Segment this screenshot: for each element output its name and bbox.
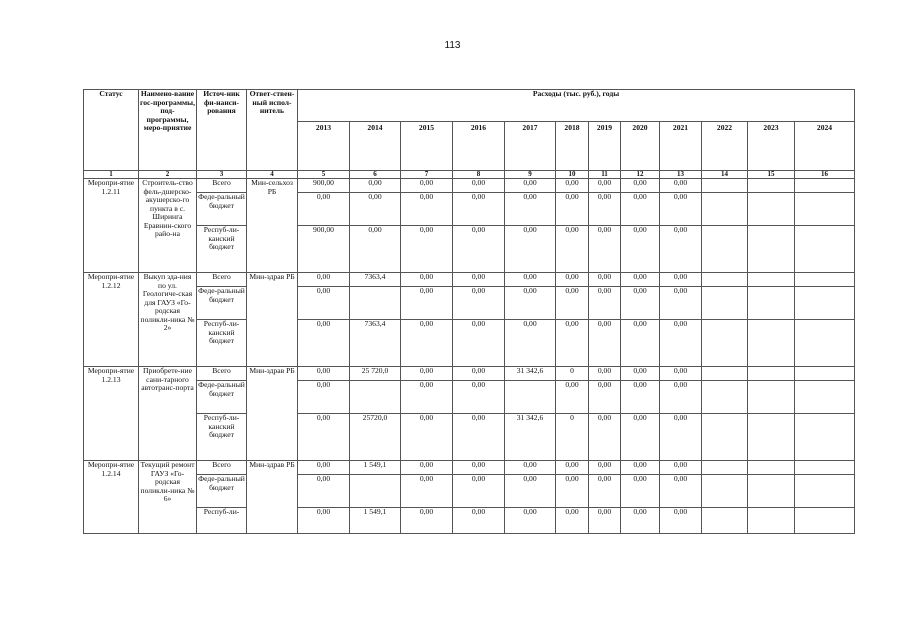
- expense-value: [795, 414, 855, 461]
- expense-value: [748, 320, 795, 367]
- expense-value: 0,00: [589, 475, 621, 508]
- expense-value: 0,00: [505, 273, 556, 287]
- expense-value: 0,00: [298, 320, 350, 367]
- expense-value: 0,00: [453, 381, 505, 414]
- expense-value: 0,00: [298, 461, 350, 475]
- expense-value: [795, 508, 855, 534]
- expense-value: 0,00: [556, 226, 589, 273]
- expense-value: [702, 320, 748, 367]
- expense-value: [702, 414, 748, 461]
- table-row: [84, 193, 855, 226]
- expense-value: 0,00: [298, 475, 350, 508]
- expense-value: 0,00: [298, 508, 350, 534]
- expense-value: 0,00: [556, 381, 589, 414]
- expense-value: 0,00: [621, 226, 660, 273]
- responsible-executor: Мин-здрав РБ: [247, 273, 298, 367]
- expense-value: [795, 179, 855, 193]
- expense-value: 0,00: [556, 508, 589, 534]
- expense-value: 0,00: [621, 508, 660, 534]
- table-body: [84, 179, 855, 534]
- header-year: 2016: [453, 122, 505, 171]
- expense-value: 0,00: [589, 508, 621, 534]
- expense-value: 0,00: [401, 226, 453, 273]
- expense-value: [702, 273, 748, 287]
- column-number: 8: [453, 171, 505, 179]
- expense-value: 0,00: [621, 179, 660, 193]
- column-number: 15: [748, 171, 795, 179]
- expense-value: 0,00: [589, 287, 621, 320]
- expense-value: [795, 381, 855, 414]
- expense-value: 0,00: [556, 287, 589, 320]
- header-expenses: Расходы (тыс. руб.), годы: [298, 90, 855, 122]
- expense-value: 1 549,1: [350, 508, 401, 534]
- expense-value: 0,00: [453, 320, 505, 367]
- table-row: [84, 320, 855, 367]
- column-number: 1: [84, 171, 139, 179]
- table-row: [84, 475, 855, 508]
- budget-table: [83, 89, 855, 534]
- column-number: 13: [660, 171, 702, 179]
- header-year: 2014: [350, 122, 401, 171]
- page-number: 113: [444, 40, 461, 51]
- expense-value: 0,00: [401, 179, 453, 193]
- expense-value: 0,00: [453, 475, 505, 508]
- expense-value: 0,00: [556, 475, 589, 508]
- expense-value: 0,00: [621, 367, 660, 381]
- expense-value: 0,00: [589, 367, 621, 381]
- expense-value: [748, 287, 795, 320]
- header-year: 2020: [621, 122, 660, 171]
- expense-value: 0,00: [621, 461, 660, 475]
- column-number: 4: [247, 171, 298, 179]
- expense-value: 0,00: [556, 273, 589, 287]
- header-source: Источ-ник фи-нанси-рования: [197, 90, 247, 171]
- expense-value: [505, 381, 556, 414]
- expense-value: 0,00: [556, 179, 589, 193]
- expense-value: 0,00: [453, 193, 505, 226]
- expense-value: 0,00: [589, 179, 621, 193]
- expense-value: [748, 414, 795, 461]
- header-year: 2015: [401, 122, 453, 171]
- responsible-executor: Мин-сельхоз РБ: [247, 179, 298, 273]
- expense-value: [702, 287, 748, 320]
- table-row: [84, 273, 855, 287]
- funding-source: Респуб-ли-канский бюджет: [197, 414, 247, 461]
- expense-value: 900,00: [298, 179, 350, 193]
- expense-value: [702, 226, 748, 273]
- table-row: [84, 461, 855, 475]
- expense-value: [350, 475, 401, 508]
- expense-value: 0,00: [401, 461, 453, 475]
- expense-value: [748, 273, 795, 287]
- expense-value: 0,00: [453, 273, 505, 287]
- expense-value: 0,00: [350, 193, 401, 226]
- responsible-executor: Мин-здрав РБ: [247, 367, 298, 461]
- expense-value: 0,00: [621, 287, 660, 320]
- expense-value: 0,00: [298, 273, 350, 287]
- expense-value: [702, 461, 748, 475]
- header-executor: Ответ-ствен-ный испол-нитель: [247, 90, 298, 171]
- expense-value: 0,00: [453, 287, 505, 320]
- column-number: 10: [556, 171, 589, 179]
- table-row: [84, 508, 855, 534]
- expense-value: 0: [556, 414, 589, 461]
- expense-value: 0,00: [401, 381, 453, 414]
- expense-value: 0,00: [556, 193, 589, 226]
- expense-value: [795, 475, 855, 508]
- expense-value: 0,00: [621, 475, 660, 508]
- expense-value: 0,00: [660, 320, 702, 367]
- expense-value: 0,00: [505, 287, 556, 320]
- column-number: 7: [401, 171, 453, 179]
- expense-value: 0,00: [453, 414, 505, 461]
- expense-value: 900,00: [298, 226, 350, 273]
- expense-value: 0,00: [401, 367, 453, 381]
- expense-value: [748, 193, 795, 226]
- expense-value: 0,00: [621, 273, 660, 287]
- expense-value: 0,00: [505, 508, 556, 534]
- funding-source: Феде-ральный бюджет: [197, 381, 247, 414]
- header-year: 2013: [298, 122, 350, 171]
- expense-value: [748, 226, 795, 273]
- expense-value: 0,00: [453, 508, 505, 534]
- expense-value: 0,00: [298, 287, 350, 320]
- expense-value: 0: [556, 367, 589, 381]
- funding-source: Всего: [197, 367, 247, 381]
- expense-value: [748, 508, 795, 534]
- column-number: 6: [350, 171, 401, 179]
- expense-value: 1 549,1: [350, 461, 401, 475]
- expense-value: 31 342,6: [505, 414, 556, 461]
- expense-value: 0,00: [401, 475, 453, 508]
- expense-value: [702, 367, 748, 381]
- table-row: [84, 226, 855, 273]
- expense-value: 25 720,0: [350, 367, 401, 381]
- activity-name: Строитель-ство фель-дшерско-акушерско-го пункта в с. Ширинга Еравнин-ского райо-на: [139, 179, 197, 273]
- table-row: [84, 179, 855, 193]
- expense-value: 0,00: [401, 508, 453, 534]
- expense-value: 0,00: [660, 179, 702, 193]
- activity-name: Текущий ремонт ГАУЗ «Го-родская поликли-ника № 6»: [139, 461, 197, 534]
- expense-value: 0,00: [589, 226, 621, 273]
- expense-value: 0,00: [589, 193, 621, 226]
- expense-value: 0,00: [298, 367, 350, 381]
- funding-source: Респуб-ли-: [197, 508, 247, 534]
- column-number: 14: [702, 171, 748, 179]
- expense-value: [702, 179, 748, 193]
- column-number: 2: [139, 171, 197, 179]
- funding-source: Всего: [197, 461, 247, 475]
- expense-value: 0,00: [401, 193, 453, 226]
- header-year: 2022: [702, 122, 748, 171]
- activity-name: Выкуп зда-ния по ул. Геологиче-ская для ГАУЗ «Го-родская поликли-ника № 2»: [139, 273, 197, 367]
- expense-value: 0,00: [453, 179, 505, 193]
- funding-source: Феде-ральный бюджет: [197, 193, 247, 226]
- expense-value: [748, 381, 795, 414]
- expense-value: 0,00: [589, 320, 621, 367]
- header-year: 2021: [660, 122, 702, 171]
- funding-source: Феде-ральный бюджет: [197, 475, 247, 508]
- expense-value: 0,00: [660, 381, 702, 414]
- expense-value: 0,00: [660, 287, 702, 320]
- expense-value: 0,00: [589, 273, 621, 287]
- column-number: 9: [505, 171, 556, 179]
- expense-value: [748, 475, 795, 508]
- column-number: 11: [589, 171, 621, 179]
- expense-value: [748, 179, 795, 193]
- expense-value: 0,00: [505, 475, 556, 508]
- responsible-executor: Мин-здрав РБ: [247, 461, 298, 534]
- funding-source: Феде-ральный бюджет: [197, 287, 247, 320]
- expense-value: 0,00: [589, 414, 621, 461]
- expense-value: 0,00: [401, 414, 453, 461]
- expense-value: [350, 381, 401, 414]
- expense-value: 0,00: [660, 508, 702, 534]
- header-year: 2017: [505, 122, 556, 171]
- expense-value: 7363,4: [350, 273, 401, 287]
- header-name: Наимено-вание гос-программы, под-программы, меро-приятие: [139, 90, 197, 171]
- header-year: 2023: [748, 122, 795, 171]
- column-number: 3: [197, 171, 247, 179]
- expense-value: 0,00: [660, 367, 702, 381]
- expense-value: 0,00: [350, 226, 401, 273]
- activity-status: Меропри-ятие 1.2.11: [84, 179, 139, 273]
- expense-value: 31 342,6: [505, 367, 556, 381]
- activity-name: Приобрете-ние сани-тарного автотранс-порта: [139, 367, 197, 461]
- expense-value: 0,00: [505, 226, 556, 273]
- expense-value: 7363,4: [350, 320, 401, 367]
- expense-value: 0,00: [350, 179, 401, 193]
- expense-value: 0,00: [660, 475, 702, 508]
- activity-status: Меропри-ятие 1.2.14: [84, 461, 139, 534]
- expense-value: [748, 461, 795, 475]
- expense-value: [795, 273, 855, 287]
- header-year: 2018: [556, 122, 589, 171]
- header-year: 2019: [589, 122, 621, 171]
- expense-value: 0,00: [401, 320, 453, 367]
- expense-value: 0,00: [505, 179, 556, 193]
- expense-value: [795, 320, 855, 367]
- expense-value: [795, 193, 855, 226]
- expense-value: 0,00: [660, 226, 702, 273]
- table-row: [84, 287, 855, 320]
- expense-value: [702, 381, 748, 414]
- expense-value: 0,00: [556, 461, 589, 475]
- funding-source: Всего: [197, 179, 247, 193]
- expense-value: 0,00: [298, 381, 350, 414]
- table-row: [84, 367, 855, 381]
- expense-value: 0,00: [660, 193, 702, 226]
- expense-value: 0,00: [453, 226, 505, 273]
- expense-value: 0,00: [660, 414, 702, 461]
- expense-value: 0,00: [401, 273, 453, 287]
- expense-value: 0,00: [589, 381, 621, 414]
- expense-value: 0,00: [505, 461, 556, 475]
- funding-source: Респуб-ли-канский бюджет: [197, 226, 247, 273]
- expense-value: 0,00: [453, 461, 505, 475]
- table-row: [84, 414, 855, 461]
- expense-value: [702, 193, 748, 226]
- expense-value: [795, 287, 855, 320]
- expense-value: 0,00: [505, 320, 556, 367]
- expense-value: 0,00: [298, 414, 350, 461]
- expense-value: [702, 475, 748, 508]
- expense-value: [795, 226, 855, 273]
- column-number: 16: [795, 171, 855, 179]
- expense-value: [350, 287, 401, 320]
- expense-value: 0,00: [660, 273, 702, 287]
- activity-status: Меропри-ятие 1.2.13: [84, 367, 139, 461]
- funding-source: Респуб-ли-канский бюджет: [197, 320, 247, 367]
- table-row: [84, 381, 855, 414]
- header-status: Статус: [84, 90, 139, 171]
- expense-value: 0,00: [556, 320, 589, 367]
- expense-value: [748, 367, 795, 381]
- expense-value: 25720,0: [350, 414, 401, 461]
- expense-value: 0,00: [298, 193, 350, 226]
- expense-value: 0,00: [589, 461, 621, 475]
- expense-value: 0,00: [453, 367, 505, 381]
- column-number: 5: [298, 171, 350, 179]
- expense-value: [795, 461, 855, 475]
- expense-value: [702, 508, 748, 534]
- activity-status: Меропри-ятие 1.2.12: [84, 273, 139, 367]
- expense-value: [795, 367, 855, 381]
- expense-value: 0,00: [660, 461, 702, 475]
- expense-value: 0,00: [505, 193, 556, 226]
- header-year: 2024: [795, 122, 855, 171]
- expense-value: 0,00: [621, 414, 660, 461]
- expense-value: 0,00: [401, 287, 453, 320]
- expense-value: 0,00: [621, 381, 660, 414]
- table-header: [84, 90, 855, 179]
- expense-value: 0,00: [621, 320, 660, 367]
- column-number: 12: [621, 171, 660, 179]
- expense-value: 0,00: [621, 193, 660, 226]
- funding-source: Всего: [197, 273, 247, 287]
